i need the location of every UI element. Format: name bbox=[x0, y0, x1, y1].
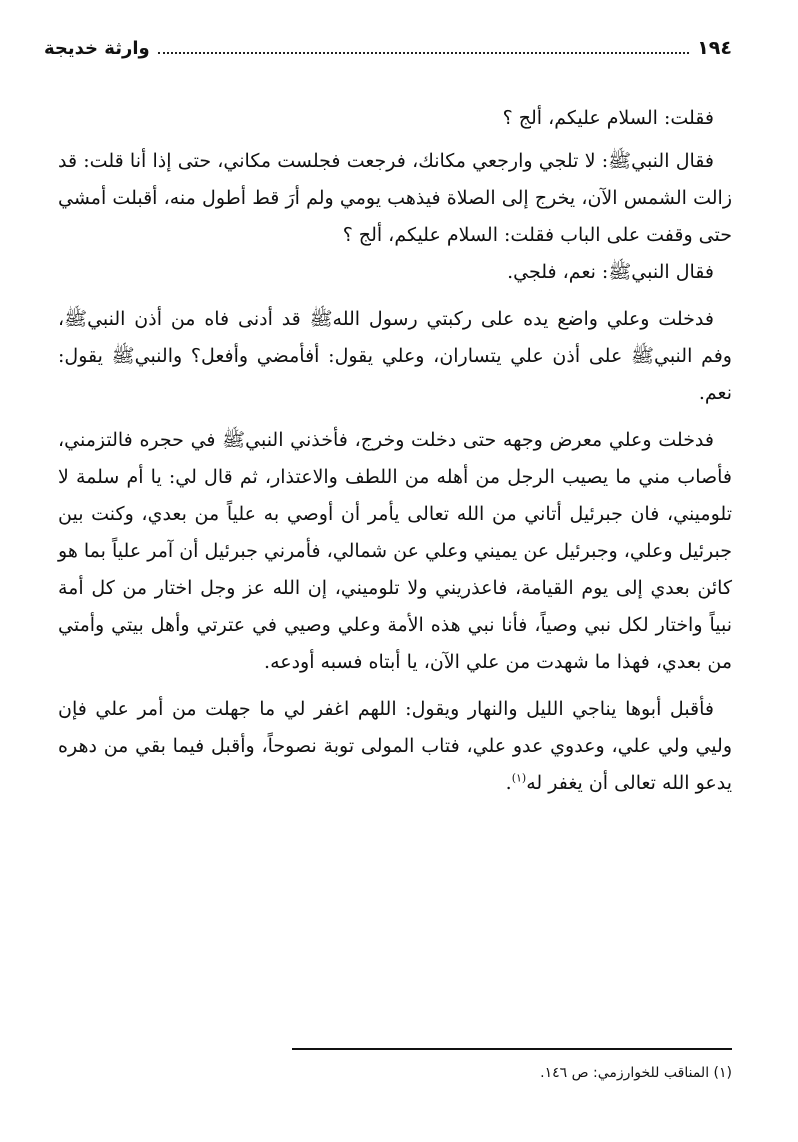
paragraph-2: فقال النبيﷺ: لا تلجي وارجعي مكانك، فرجعت فجلست مكاني، حتى إذا أنا قلت: قد زالت الشمس الآن، يخرج إلى الصلاة فيذهب يومي ولم أرَ قط أطول منه، أقبلت أمشي حتى وقفت على الباب فقلت: السلام عليكم، ألج ؟ bbox=[58, 150, 732, 246]
paragraph-4: فدخلت وعلي واضع يده على ركبتي رسول اللهﷺ قد أدنى فاه من أذن النبيﷺ، وفم النبيﷺ على أذن علي يتساران، وعلي يقول: أفأمضي وأفعل؟ والنبيﷺ يقول: نعم. bbox=[58, 308, 732, 404]
running-header bbox=[44, 30, 732, 66]
book-title: وارثة خديجة bbox=[44, 37, 150, 59]
header-dotted-leader bbox=[158, 52, 690, 54]
paragraph-5: فدخلت وعلي معرض وجهه حتى دخلت وخرج، فأخذني النبيﷺ في حجره فالتزمني، فأصاب مني ما يصيب الرجل من أهله من اللطف والاعتذار، ثم قال لي: يا أم سلمة لا تلوميني، فان جبرئيل أتاني من الله تعالى يأمر أن أوصي به علياً من بعدي، وكنت بين جبرئيل وعلي، وجبرئيل عن يميني وعلي عن شمالي، فأمرني جبرئيل أن آمر علياً بما هو كائن بعدي إلى يوم القيامة، فاعذريني ولا تلوميني، إن الله عز وجل اختار من كل أمة نبياً واختار لكل نبي وصياً، فأنا نبي هذه الأمة وعلي وصيي في عترتي وأهل بيتي وأمتي من بعدي، فهذا ما شهدت من علي الآن، يا أبتاه فسبه أودعه. bbox=[58, 429, 732, 673]
footnote: (١) المناقب للخوارزمي: ص ١٤٦. bbox=[540, 1065, 732, 1081]
footnote-reference: (١) bbox=[511, 771, 527, 785]
body-text bbox=[58, 100, 732, 802]
paragraph-3: فقال النبيﷺ: نعم، فلجي. bbox=[507, 261, 714, 283]
footnote-separator bbox=[292, 1048, 732, 1050]
paragraph-1: فقلت: السلام عليكم، ألج ؟ bbox=[502, 107, 714, 129]
paragraph-6: فأقبل أبوها يناجي الليل والنهار ويقول: اللهم اغفر لي ما جهلت من أمر علي فإن وليي ولي علي، وعدوي عدو علي، فتاب المولى توبة نصوحاً، وأقبل فيما بقي من دهره يدعو الله تعالى أن يغفر له$^{(١)}$. bbox=[58, 698, 732, 794]
page-number: ١٩٤ bbox=[697, 37, 732, 59]
paragraph-6-text: فأقبل أبوها يناجي الليل والنهار ويقول: اللهم اغفر لي ما جهلت من أمر علي فإن وليي ولي علي، وعدوي عدو علي، فتاب المولى توبة نصوحاً، وأقبل فيما بقي من دهره يدعو الله تعالى أن يغفر له bbox=[58, 698, 732, 794]
